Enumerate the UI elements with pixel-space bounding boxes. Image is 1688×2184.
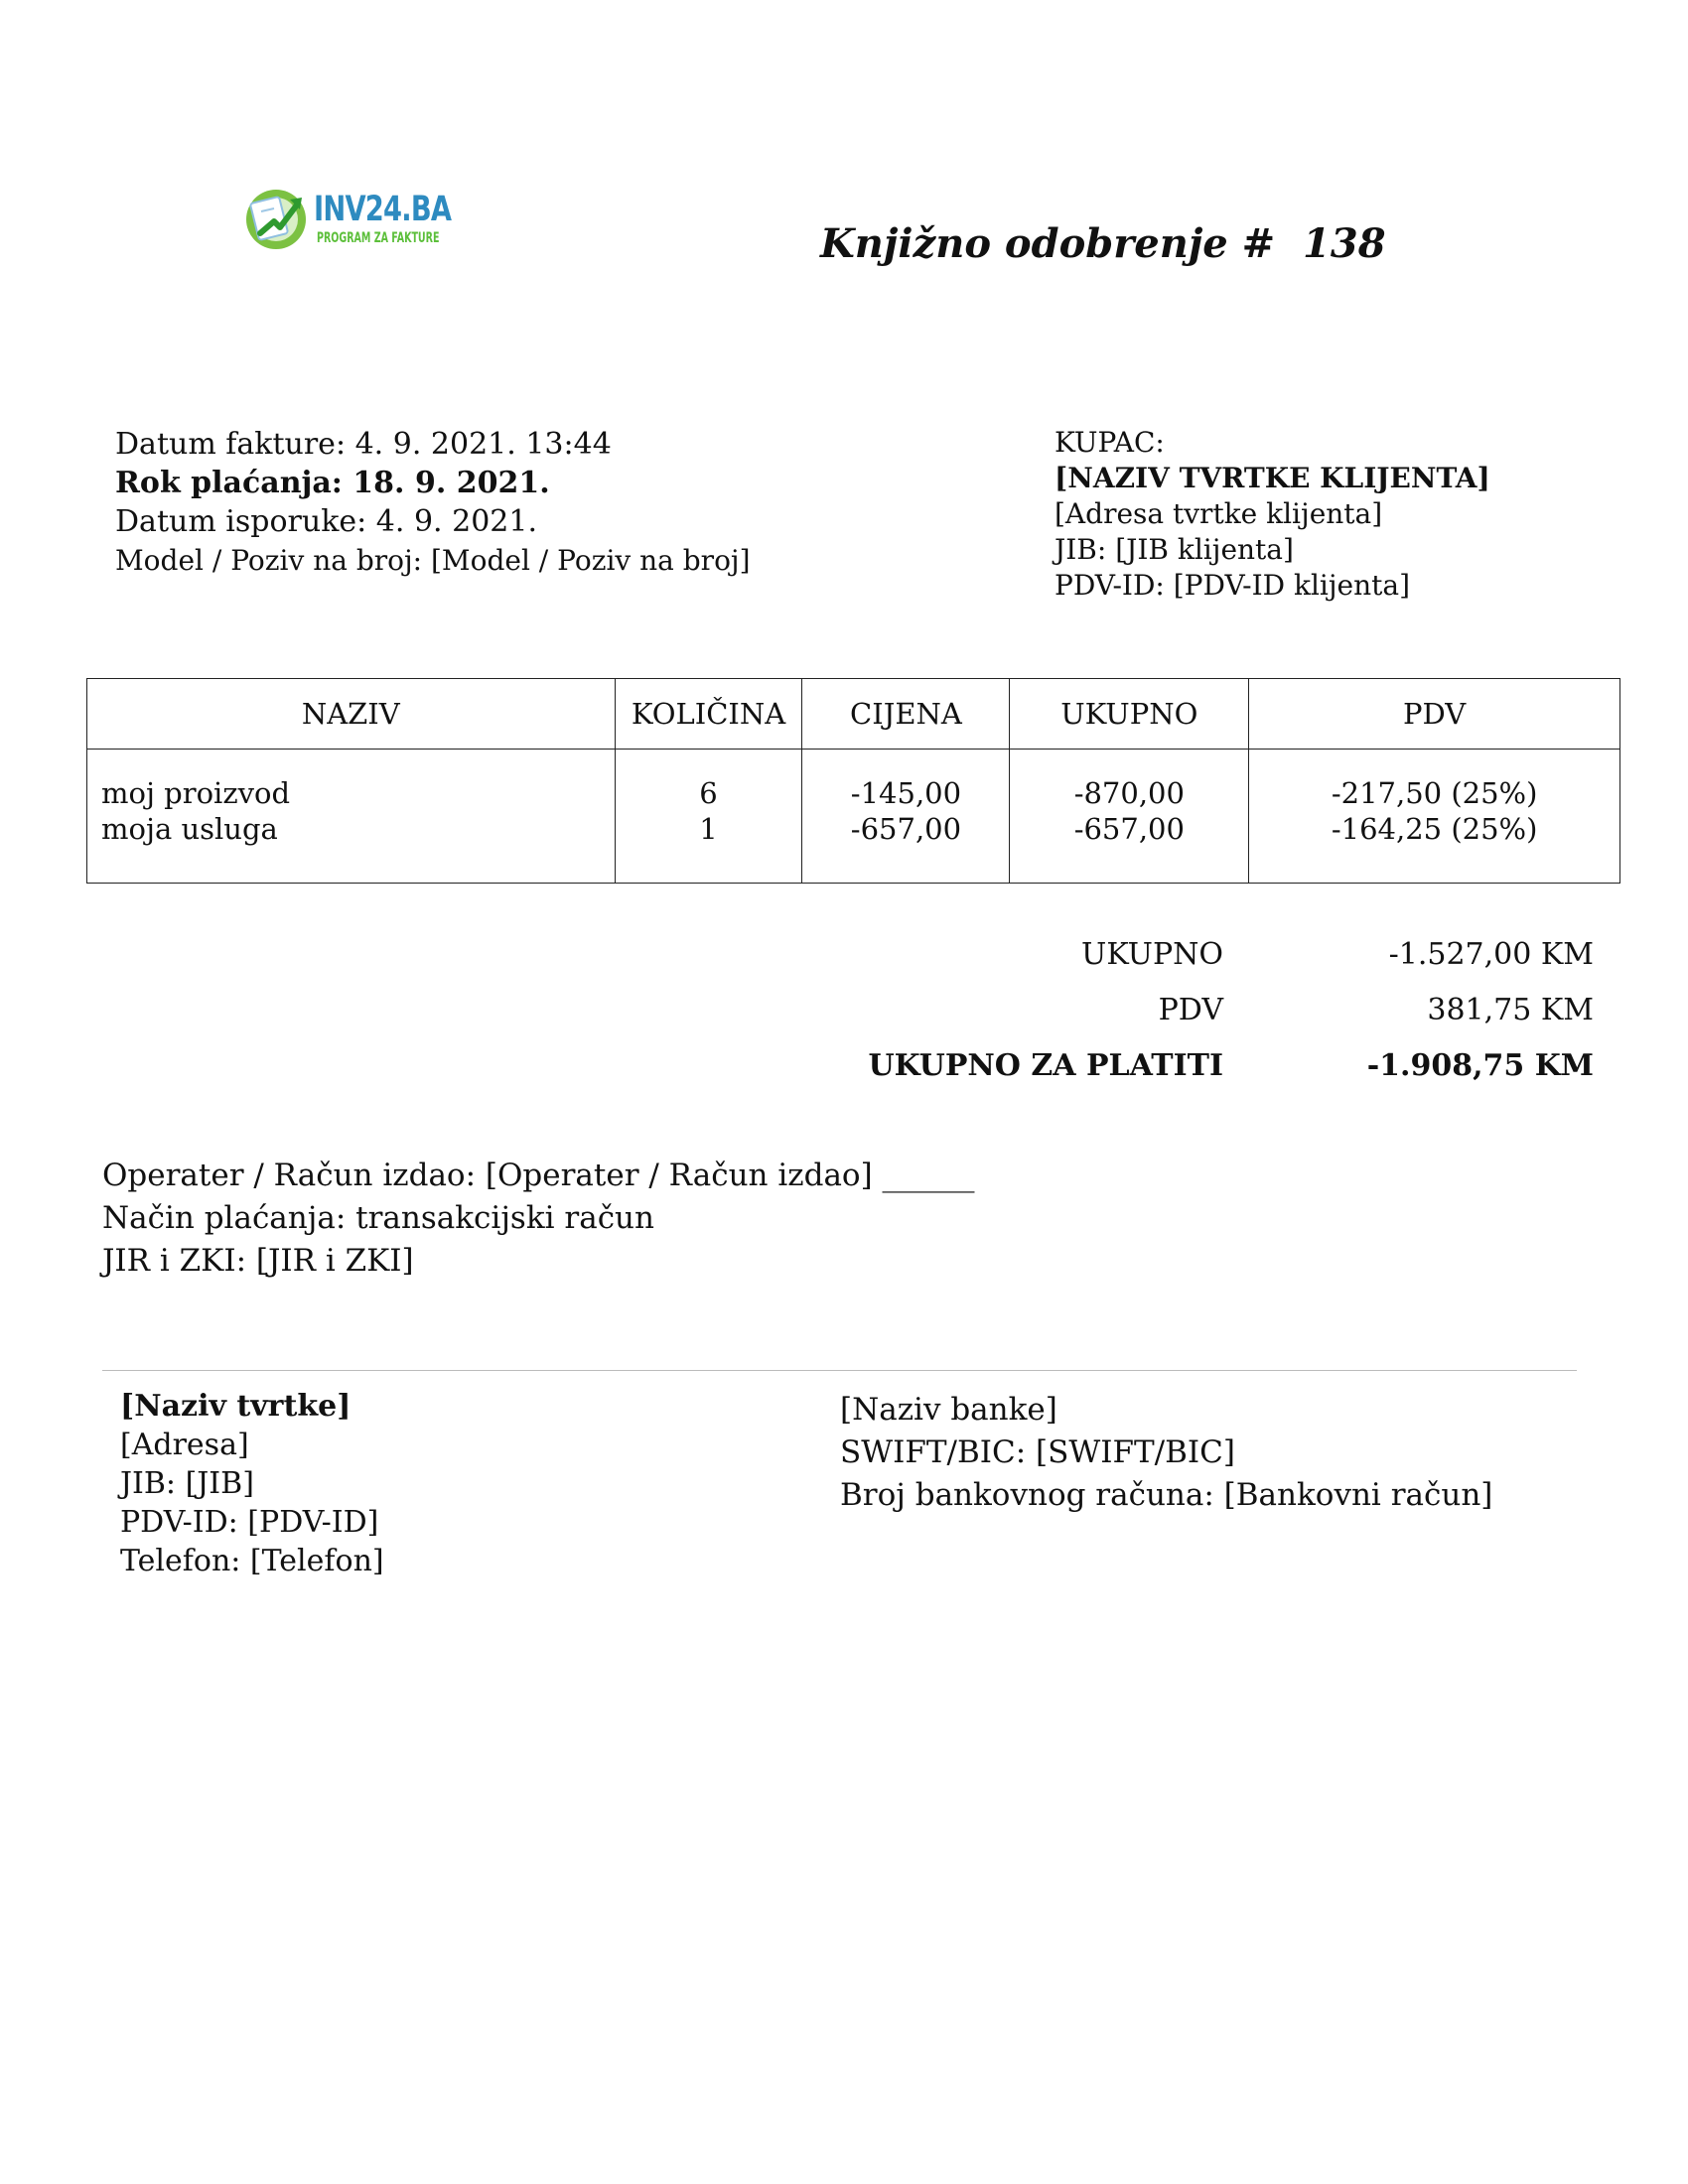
document-title: Knjižno odobrenje # 138 bbox=[820, 220, 1386, 267]
item-total: -657,00 bbox=[1073, 812, 1185, 846]
buyer-vat-id: PDV-ID: [PDV-ID klijenta] bbox=[1055, 569, 1411, 602]
buyer-heading: KUPAC: bbox=[1055, 426, 1165, 459]
footer-divider bbox=[102, 1370, 1577, 1371]
item-totals-cell bbox=[1010, 750, 1249, 884]
company-vat-id: PDV-ID: [PDV-ID] bbox=[120, 1505, 379, 1540]
operator-line: Operater / Račun izdao: [Operater / Račun izdao] ______ bbox=[102, 1158, 975, 1193]
item-name: moja usluga bbox=[101, 812, 278, 846]
bank-block bbox=[840, 1389, 1492, 1517]
item-quantity: 1 bbox=[699, 812, 718, 846]
item-vat: -217,50 (25%) bbox=[1331, 776, 1538, 810]
header-total: UKUPNO bbox=[1010, 679, 1249, 750]
buyer-address: [Adresa tvrtke klijenta] bbox=[1055, 497, 1383, 530]
header-price: CIJENA bbox=[802, 679, 1010, 750]
item-quantities-cell bbox=[615, 750, 802, 884]
payment-due-date: Rok plaćanja: 18. 9. 2021. bbox=[115, 466, 550, 500]
grand-total-row bbox=[868, 1048, 1594, 1104]
invoice-meta bbox=[115, 425, 751, 580]
table-header-row bbox=[87, 679, 1620, 750]
payment-reference: Model / Poziv na broj: [Model / Poziv na broj] bbox=[115, 544, 751, 577]
table-row bbox=[87, 750, 1620, 884]
totals-block bbox=[868, 937, 1594, 1104]
subtotal-label: UKUPNO bbox=[1081, 937, 1223, 972]
logo-title: INV24.BA bbox=[314, 190, 452, 229]
item-vats-cell bbox=[1249, 750, 1620, 884]
jir-zki-line: JIR i ZKI: [JIR i ZKI] bbox=[102, 1243, 414, 1279]
header-name: NAZIV bbox=[87, 679, 616, 750]
grand-total-label: UKUPNO ZA PLATITI bbox=[868, 1048, 1223, 1083]
item-total: -870,00 bbox=[1073, 776, 1185, 810]
additional-info bbox=[102, 1155, 975, 1283]
item-quantity: 6 bbox=[699, 776, 718, 810]
item-vat: -164,25 (25%) bbox=[1331, 812, 1538, 846]
subtotal-value: -1.527,00 KM bbox=[1388, 937, 1594, 972]
buyer-name: [NAZIV TVRTKE KLIJENTA] bbox=[1055, 462, 1490, 494]
delivery-date: Datum isporuke: 4. 9. 2021. bbox=[115, 504, 537, 539]
company-phone: Telefon: [Telefon] bbox=[120, 1544, 384, 1578]
company-name: [Naziv tvrtke] bbox=[120, 1389, 352, 1424]
grand-total-value: -1.908,75 KM bbox=[1366, 1048, 1594, 1083]
vat-label: PDV bbox=[1158, 993, 1223, 1027]
header-quantity: KOLIČINA bbox=[615, 679, 802, 750]
issuer-company-block bbox=[120, 1387, 384, 1580]
bank-swift: SWIFT/BIC: [SWIFT/BIC] bbox=[840, 1434, 1235, 1470]
buyer-jib: JIB: [JIB klijenta] bbox=[1055, 533, 1294, 566]
item-price: -145,00 bbox=[850, 776, 962, 810]
company-address: [Adresa] bbox=[120, 1428, 249, 1462]
company-logo bbox=[240, 179, 452, 258]
document-arrow-up-icon bbox=[240, 182, 312, 253]
items-table bbox=[86, 678, 1620, 884]
payment-method: Način plaćanja: transakcijski račun bbox=[102, 1200, 654, 1236]
bank-account: Broj bankovnog računa: [Bankovni račun] bbox=[840, 1477, 1493, 1513]
item-prices-cell bbox=[802, 750, 1010, 884]
bank-name: [Naziv banke] bbox=[840, 1392, 1057, 1428]
item-price: -657,00 bbox=[850, 812, 962, 846]
invoice-date: Datum fakture: 4. 9. 2021. 13:44 bbox=[115, 427, 612, 462]
logo-subtitle: PROGRAM ZA FAKTURE bbox=[317, 230, 440, 246]
header-vat: PDV bbox=[1249, 679, 1620, 750]
buyer-block bbox=[1055, 425, 1490, 604]
vat-value: 381,75 KM bbox=[1427, 993, 1594, 1027]
item-name: moj proizvod bbox=[101, 776, 291, 810]
vat-row bbox=[874, 993, 1594, 1048]
company-jib: JIB: [JIB] bbox=[120, 1466, 254, 1501]
item-names-cell bbox=[87, 750, 616, 884]
subtotal-row bbox=[874, 937, 1594, 993]
